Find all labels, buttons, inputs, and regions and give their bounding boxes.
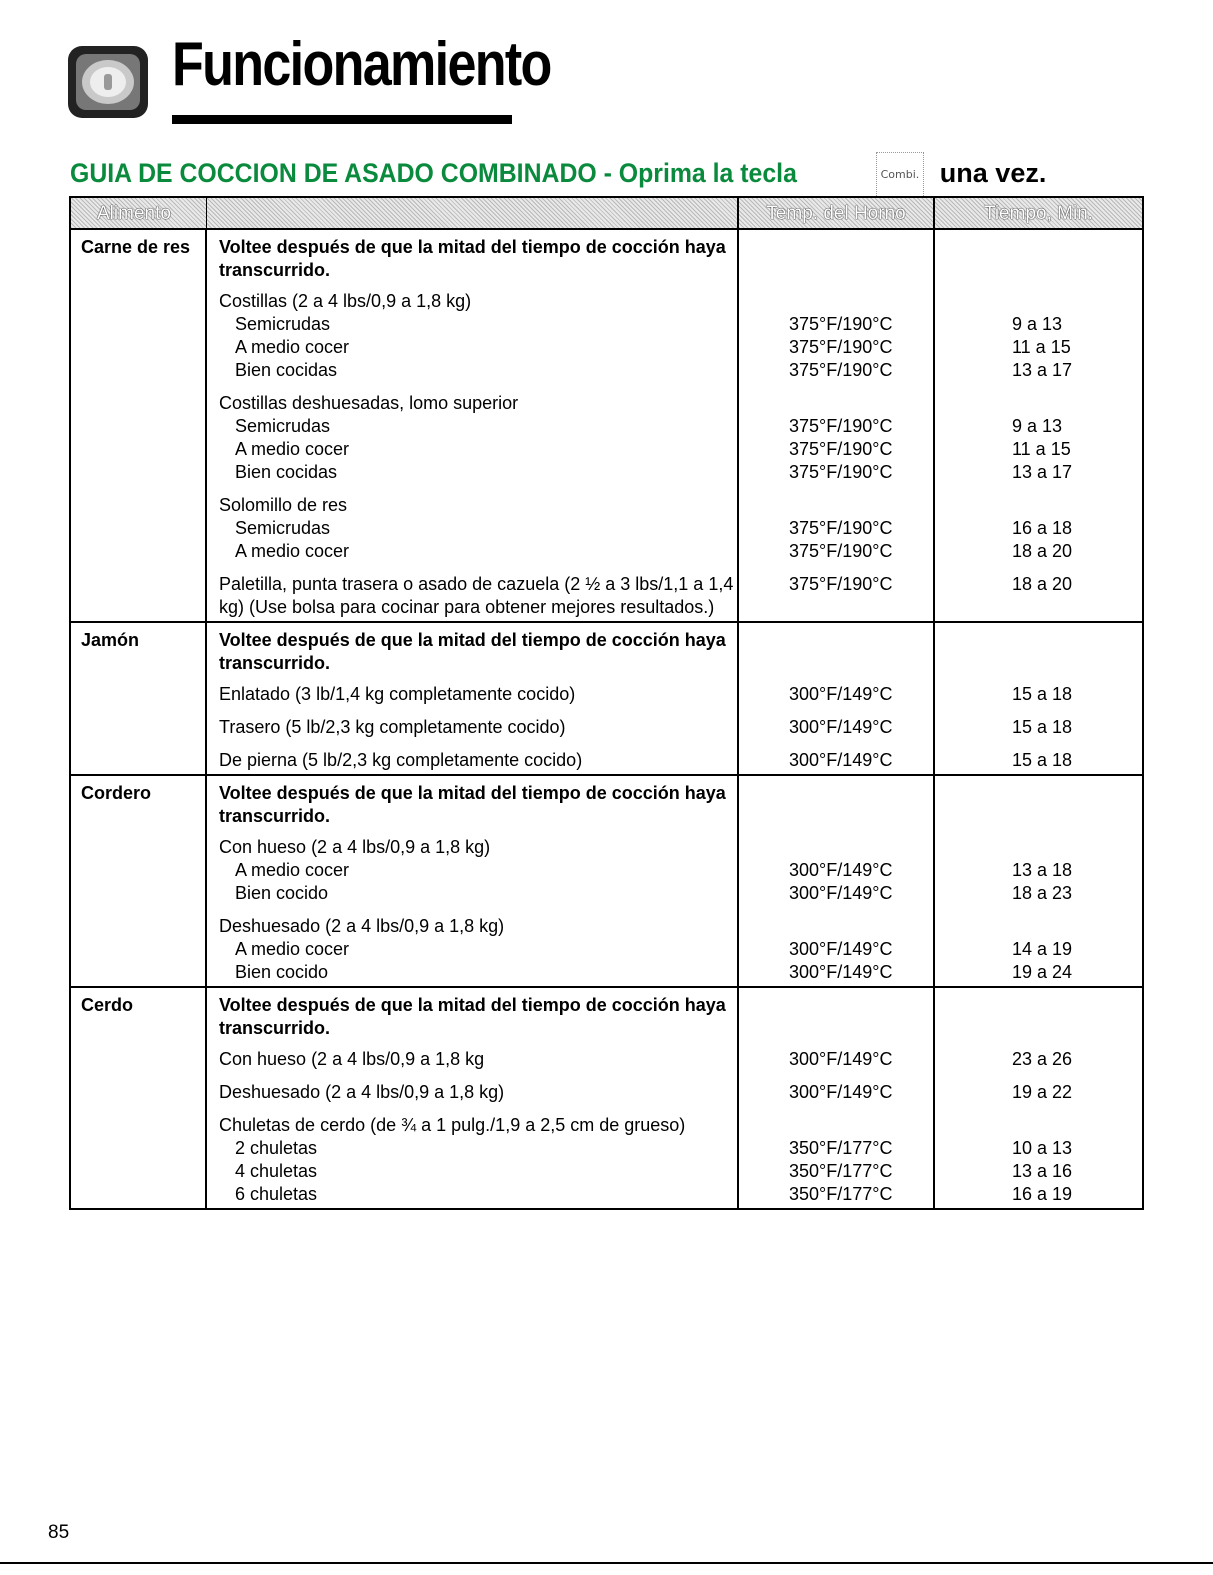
doneness-label: A medio cocer — [235, 860, 350, 880]
time-column — [934, 987, 1143, 1209]
cook-time: 15 a 18 — [1012, 717, 1073, 737]
doneness-label: A medio cocer — [235, 541, 350, 561]
chop-count-label: 2 chuletas — [235, 1138, 318, 1158]
temp-column — [738, 987, 934, 1209]
doneness-label: Bien cocidas — [235, 462, 338, 482]
section-pork — [70, 987, 1143, 1209]
header-blank — [206, 197, 738, 229]
group-title: Con hueso (2 a 4 lbs/0,9 a 1,8 kg) — [219, 837, 491, 857]
temp-column — [738, 229, 934, 622]
time-column — [934, 622, 1143, 775]
food-description — [206, 229, 738, 622]
chop-count-label: 4 chuletas — [235, 1161, 318, 1181]
guide-heading-main: GUIA DE COCCION DE ASADO COMBINADO - Oprima la tecla — [70, 158, 797, 189]
guide-heading — [70, 152, 1150, 198]
turn-instruction: Voltee después de que la mitad del tiempo de cocción haya transcurrido. — [219, 995, 726, 1038]
oven-temp: 375°F/190°C — [789, 416, 893, 436]
bottom-rule — [0, 1562, 1213, 1564]
oven-temp: 300°F/149°C — [789, 860, 893, 880]
oven-temp: 350°F/177°C — [789, 1184, 893, 1204]
oven-temp: 300°F/149°C — [789, 1082, 893, 1102]
food-label: De pierna (5 lb/2,3 kg completamente cocido) — [219, 750, 583, 770]
section-lamb — [70, 775, 1143, 987]
doneness-label: Semicrudas — [235, 416, 331, 436]
oven-temp: 375°F/190°C — [789, 439, 893, 459]
page-number: 85 — [48, 1522, 70, 1543]
time-column — [934, 229, 1143, 622]
turn-instruction: Voltee después de que la mitad del tiempo de cocción haya transcurrido. — [219, 630, 726, 673]
cook-time: 15 a 18 — [1012, 750, 1073, 770]
cook-time: 13 a 17 — [1012, 360, 1073, 380]
section-beef — [70, 229, 1143, 622]
cook-time: 9 a 13 — [1012, 314, 1063, 334]
turn-instruction: Voltee después de que la mitad del tiempo de cocción haya transcurrido. — [219, 783, 726, 826]
oven-temp: 375°F/190°C — [789, 518, 893, 538]
doneness-label: Bien cocido — [235, 962, 329, 982]
oven-temp: 300°F/149°C — [789, 883, 893, 903]
cook-time: 9 a 13 — [1012, 416, 1063, 436]
cook-time: 10 a 13 — [1012, 1138, 1073, 1158]
food-description — [206, 775, 738, 987]
title-underline — [172, 115, 512, 124]
page-title: Funcionamiento — [172, 30, 551, 99]
group-title: Deshuesado (2 a 4 lbs/0,9 a 1,8 kg) — [219, 916, 505, 936]
cook-time: 13 a 17 — [1012, 462, 1073, 482]
oven-temp: 300°F/149°C — [789, 717, 893, 737]
section-ham — [70, 622, 1143, 775]
doneness-label: Semicrudas — [235, 314, 331, 334]
cook-time: 11 a 15 — [1012, 439, 1071, 459]
food-label: Enlatado (3 lb/1,4 kg completamente cocido) — [219, 684, 576, 704]
category-label: Cerdo — [70, 987, 206, 1209]
cook-time: 18 a 23 — [1012, 883, 1073, 903]
table-header-row — [70, 197, 1143, 229]
cooking-guide-table — [69, 196, 1144, 1210]
chop-count-label: 6 chuletas — [235, 1184, 318, 1204]
doneness-label: Bien cocidas — [235, 360, 338, 380]
food-label: Deshuesado (2 a 4 lbs/0,9 a 1,8 kg) — [219, 1082, 505, 1102]
oven-temp: 375°F/190°C — [789, 337, 893, 357]
temp-column — [738, 775, 934, 987]
oven-temp: 300°F/149°C — [789, 962, 893, 982]
cook-time: 16 a 18 — [1012, 518, 1073, 538]
oven-temp: 300°F/149°C — [789, 939, 893, 959]
time-column — [934, 775, 1143, 987]
food-description — [206, 622, 738, 775]
cook-time: 14 a 19 — [1012, 939, 1073, 959]
oven-door-icon — [66, 44, 150, 120]
cook-time: 13 a 18 — [1012, 860, 1073, 880]
oven-temp: 300°F/149°C — [789, 1049, 893, 1069]
cook-time: 16 a 19 — [1012, 1184, 1073, 1204]
oven-temp: 375°F/190°C — [789, 574, 893, 594]
category-label: Cordero — [70, 775, 206, 987]
doneness-label: A medio cocer — [235, 337, 350, 357]
doneness-label: A medio cocer — [235, 439, 350, 459]
group-title: Paletilla, punta trasera o asado de cazuela (2 ½ a 3 lbs/1,1 a 1,4 kg) (Use bolsa para cocinar para obtener mejores resultados.) — [219, 574, 734, 617]
cook-time: 15 a 18 — [1012, 684, 1073, 704]
oven-temp: 350°F/177°C — [789, 1161, 893, 1181]
oven-temp: 300°F/149°C — [789, 750, 893, 770]
food-label: Trasero (5 lb/2,3 kg completamente cocido) — [219, 717, 566, 737]
cook-time: 19 a 24 — [1012, 962, 1073, 982]
group-title: Costillas deshuesadas, lomo superior — [219, 393, 519, 413]
header-item: Alimento — [70, 197, 206, 229]
category-label: Jamón — [70, 622, 206, 775]
group-title: Solomillo de res — [219, 495, 348, 515]
cook-time: 23 a 26 — [1012, 1049, 1073, 1069]
combi-key-icon: Combi. — [876, 152, 925, 198]
group-title: Costillas (2 a 4 lbs/0,9 a 1,8 kg) — [219, 291, 472, 311]
doneness-label: Semicrudas — [235, 518, 331, 538]
food-label: Con hueso (2 a 4 lbs/0,9 a 1,8 kg — [219, 1049, 485, 1069]
header-temp: Temp. del Horno — [738, 197, 934, 229]
oven-temp: 375°F/190°C — [789, 462, 893, 482]
header-time: Tiempo, Min. — [934, 197, 1143, 229]
cook-time: 18 a 20 — [1012, 541, 1073, 561]
turn-instruction: Voltee después de que la mitad del tiempo de cocción haya transcurrido. — [219, 237, 726, 280]
cook-time: 11 a 15 — [1012, 337, 1071, 357]
guide-heading-tail: una vez. — [939, 158, 1047, 189]
oven-temp: 375°F/190°C — [789, 314, 893, 334]
oven-temp: 375°F/190°C — [789, 541, 893, 561]
doneness-label: A medio cocer — [235, 939, 350, 959]
oven-temp: 300°F/149°C — [789, 684, 893, 704]
cook-time: 19 a 22 — [1012, 1082, 1073, 1102]
cook-time: 18 a 20 — [1012, 574, 1073, 594]
cook-time: 13 a 16 — [1012, 1161, 1073, 1181]
oven-temp: 375°F/190°C — [789, 360, 893, 380]
category-label: Carne de res — [70, 229, 206, 622]
temp-column — [738, 622, 934, 775]
oven-temp: 350°F/177°C — [789, 1138, 893, 1158]
group-title: Chuletas de cerdo (de ¾ a 1 pulg./1,9 a 2,5 cm de grueso) — [219, 1115, 686, 1135]
doneness-label: Bien cocido — [235, 883, 329, 903]
food-description — [206, 987, 738, 1209]
